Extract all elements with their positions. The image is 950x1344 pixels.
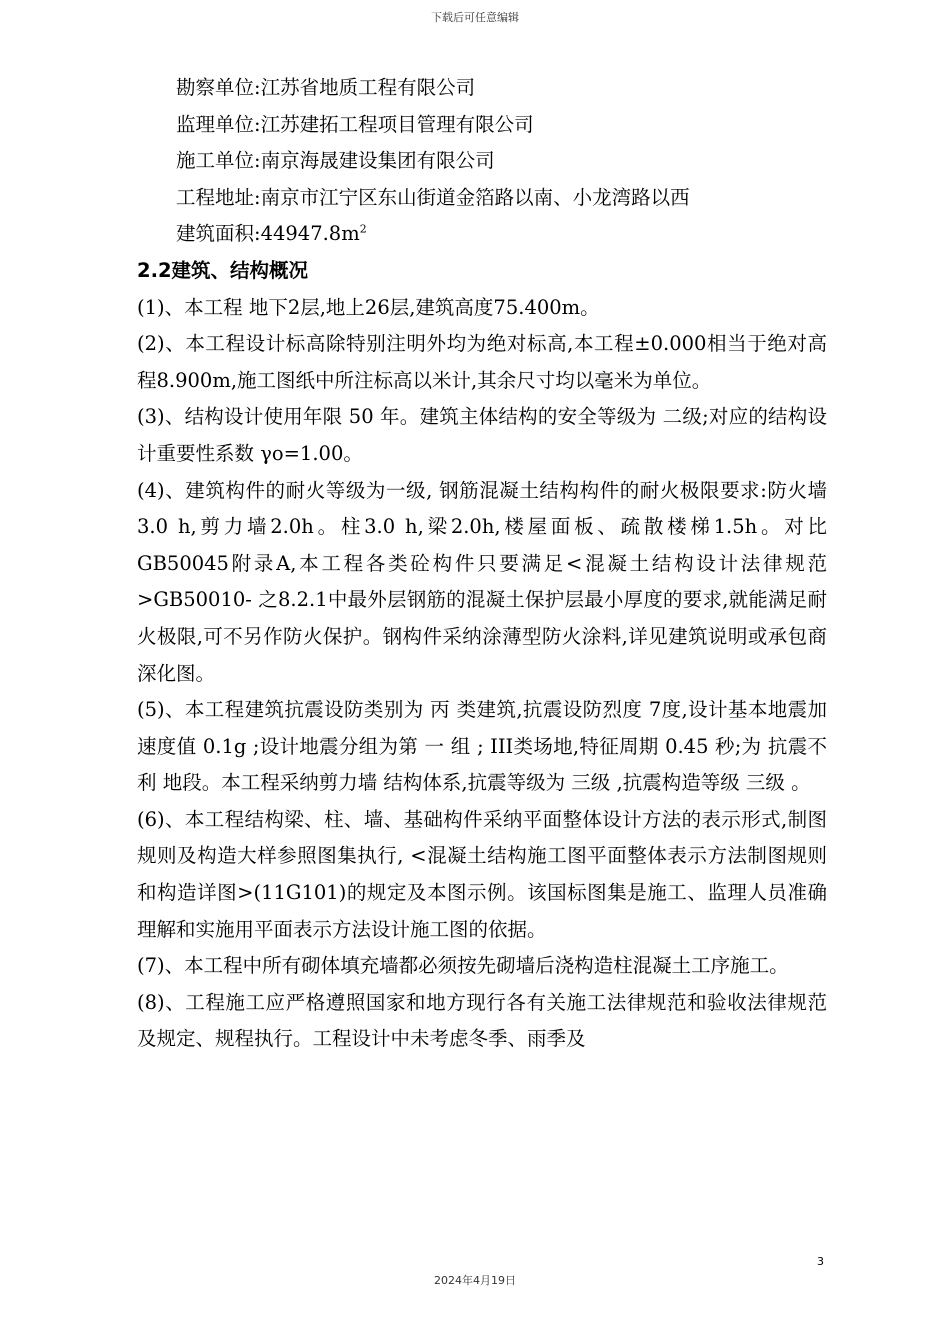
paragraph-1: (1)、本工程 地下2层,地上26层,建筑高度75.400m。 [137, 295, 600, 319]
paragraph-2: (2)、本工程设计标高除特别注明外均为绝对标高,本工程±0.000相当于绝对高程8.900m,施工图纸中所注标高以米计,其余尺寸均以毫米为单位。 [137, 332, 827, 392]
section-title: 2.2建筑、结构概况 [137, 258, 309, 282]
project-address-line: 工程地址:南京市江宁区东山街道金箔路以南、小龙湾路以西 [176, 185, 690, 209]
paragraph-8: (8)、工程施工应严格遵照国家和地方现行各有关施工法律规范和验收法律规范及规定、规程执行。工程设计中未考虑冬季、雨季及 [137, 990, 827, 1051]
page-number: 3 [817, 1255, 824, 1268]
paragraph-6: (6)、本工程结构梁、柱、墙、基础构件采纳平面整体设计方法的表示形式,制图规则及构造大样参照图集执行, <混凝土结构施工图平面整体表示方法制图规则和构造详图>(11G101)的规定及本图示例。该国标图集是施工、监理人员准确理解和实施用平面表示方法设计施工图的依据。 [137, 807, 827, 941]
supervision-unit-line: 监理单位:江苏建拓工程项目管理有限公司 [176, 112, 534, 136]
paragraph-7: (7)、本工程中所有砌体填充墙都必须按先砌墙后浇构造柱混凝土工序施工。 [137, 954, 789, 978]
construction-unit-line: 施工单位:南京海晟建设集团有限公司 [176, 149, 495, 173]
survey-unit-line: 勘察单位:江苏省地质工程有限公司 [176, 76, 476, 99]
area-unit-superscript: 2 [359, 222, 367, 236]
paragraph-4: (4)、建筑构件的耐火等级为一级, 钢筋混凝土结构构件的耐火极限要求:防火墙3.0 h,剪力墙2.0h。柱3.0 h,梁2.0h,楼屋面板、疏散楼梯1.5h。对比 GB50045附录A,本工程各类砼构件只要满足<混凝土结构设计法律规范>GB50010- 之8.2.1中最外层钢筋的混凝土保护层最小厚度的要求,就能满足耐火极限,可不另作防火保护。钢构件采纳涂薄型防火涂料,详见建筑说明或承包商深化图。 [137, 478, 827, 685]
paragraph-3: (3)、结构设计使用年限 50 年。建筑主体结构的安全等级为 二级;对应的结构设计重要性系数 γo=1.00。 [137, 405, 827, 465]
building-area-text: 建筑面积:44947.8m [176, 222, 360, 246]
page-footer-date: 2024年4月19日 [434, 1274, 516, 1287]
paragraph-5: (5)、本工程建筑抗震设防类别为 丙 类建筑,抗震设防烈度 7度,设计基本地震加速度值 0.1g ;设计地震分组为第 一 组 ; III类场地,特征周期 0.45 秒;为 抗震不利 地段。本工程采纳剪力墙 结构体系,抗震等级为 三级 ,抗震构造等级 三级 。 [137, 698, 827, 795]
building-area-line [137, 216, 827, 253]
document-body [137, 70, 827, 1058]
page-header: 下载后可任意编辑 [431, 11, 519, 24]
